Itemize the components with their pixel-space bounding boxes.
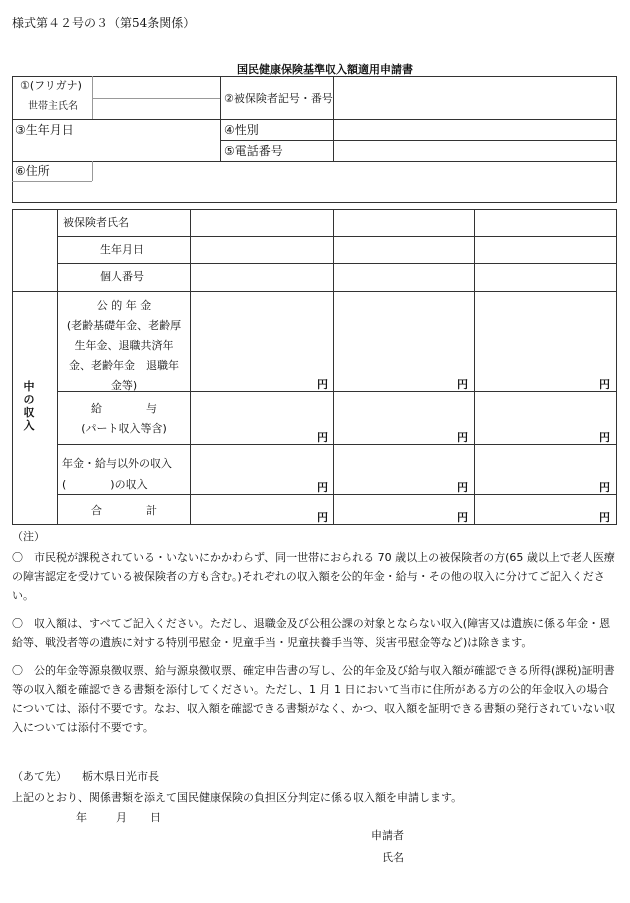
yen-unit: 円 [599,481,610,494]
furigana-label: ①(フリガナ) [20,79,82,92]
notes-list [12,548,616,737]
pension-line-5: 金等) [110,379,138,392]
note-item: 〇 市民税が課税されている・いないにかかわらず、同一世帯におられる 70 歳以上の被保険者の方(65 歳以上で老人医療の障害認定を受けている被保険者の方も含む。)それぞれの収入額を公的年金・給与・その他の収入に分けてご記入ください。 [12,551,615,602]
date-day: 日 [150,811,161,824]
yen-unit: 円 [599,511,610,524]
yen-unit: 円 [599,431,610,444]
pension-line-2: (老齢基礎年金、老齢厚 [66,319,182,332]
personal-number-label: 個人番号 [100,270,144,283]
insured-name-label: 被保険者氏名 [63,216,129,229]
pension-line-3: 生年金、退職共済年 [74,339,174,352]
application-statement: 上記のとおり、関係書類を添えて国民健康保険の負担区分判定に係る収入額を申請します。 [12,791,463,804]
recipient: 栃木県日光市長 [82,770,159,783]
total-label: 合 計 [91,504,157,517]
form-number: 様式第４２号の３（第54条関係） [12,16,196,30]
date-year: 年 [76,811,87,824]
yen-unit: 円 [457,481,468,494]
yen-unit: 円 [317,378,328,391]
applicant-label: 申請者 [371,829,404,842]
insured-symbol-label: ②被保険者記号・番号 [224,92,333,105]
other-income-sub-label: ( )の収入 [62,478,148,491]
yen-unit: 円 [317,431,328,444]
notes-heading: （注） [12,530,45,543]
yen-unit: 円 [599,378,610,391]
salary-sub-label: (パート収入等含) [81,422,167,435]
birthdate-field[interactable] [94,121,218,159]
page-title: 国民健康保険基準収入額適用申請書 [237,63,413,76]
note-item: 〇 公的年金等源泉徴収票、給与源泉徴収票、確定申告書の写し、公的年金及び給与収入額が確認できる所得(課税)証明書等の収入額を確認できる書類を添付してください。ただし、1 月 1 日において当市に住所がある方の公的年金収入の場合については、添付不要です。なお、収入額を確認できる書類がなく、かつ、収入額を証明できる書類の発行されていない収入については添付不要です。 [12,664,616,734]
householder-name-label: 世帯主氏名 [28,101,78,112]
pension-line-1: 公 的 年 金 [96,299,152,312]
yen-unit: 円 [317,481,328,494]
pension-label [58,296,190,396]
recipient-label: （あて先） [12,770,67,783]
yen-unit: 円 [457,511,468,524]
yen-unit: 円 [317,511,328,524]
birthdate-label: ③生年月日 [15,123,74,137]
phone-label: ⑤電話番号 [224,144,283,158]
insured-symbol-field[interactable] [335,78,615,118]
gender-label: ④性別 [224,123,259,137]
date-month: 月 [116,811,127,824]
income-birthdate-label: 生年月日 [100,243,144,256]
income-side-label: 中の収入 [23,380,35,432]
address-label: ⑥住所 [15,164,50,178]
householder-name-field[interactable] [94,100,218,118]
gender-field[interactable] [335,121,615,139]
phone-field[interactable] [335,142,615,160]
address-field[interactable] [94,163,614,200]
yen-unit: 円 [457,378,468,391]
applicant-name-label: 氏名 [382,851,404,864]
salary-label: 給 与 [91,402,157,415]
yen-unit: 円 [457,431,468,444]
other-income-label: 年金・給与以外の収入 [62,457,172,470]
pension-line-4: 金、老齢年金 退職年 [69,359,179,372]
note-item: 〇 収入額は、すべてご記入ください。ただし、退職金及び公租公課の対象とならない収入(障害又は遺族に係る年金・恩給等、戦没者等の遺族に対する特別弔慰金・児童手当・児童扶養手当等、災害弔慰金等など)は除きます。 [12,617,611,649]
furigana-field[interactable] [94,78,218,97]
